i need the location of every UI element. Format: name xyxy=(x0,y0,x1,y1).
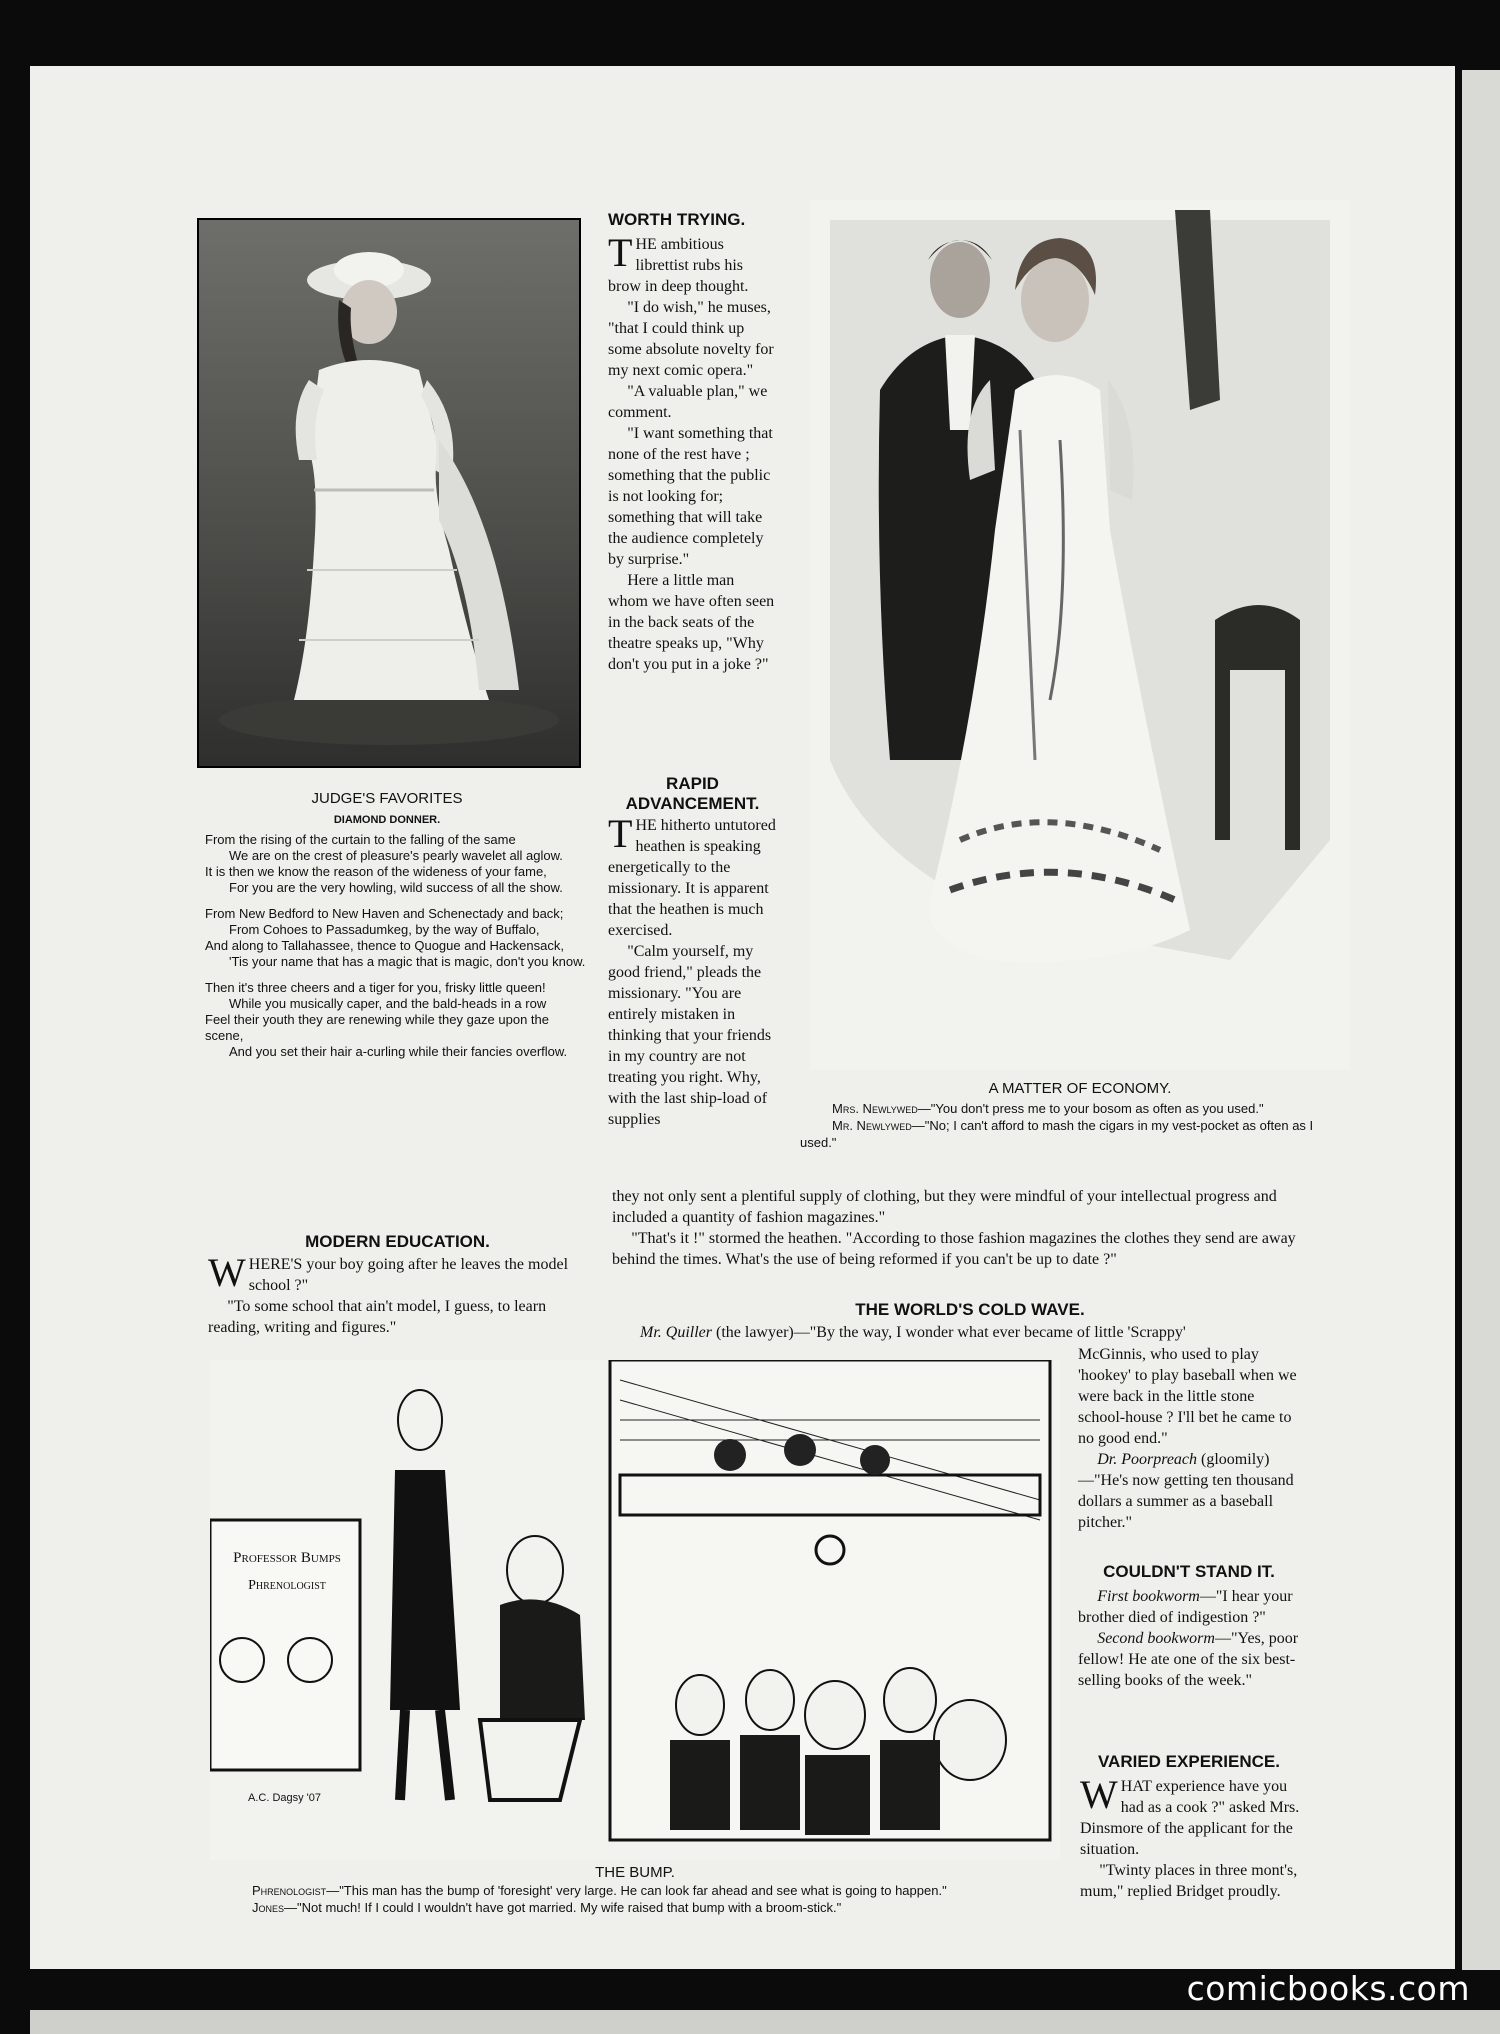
dropcap: T xyxy=(608,811,633,856)
rapid-advancement-continued xyxy=(612,1186,1330,1270)
page-bottom-edge xyxy=(30,2010,1500,2034)
watermark: comicbooks.com xyxy=(1186,1969,1470,2008)
speaker: Jones xyxy=(252,1900,285,1915)
poem xyxy=(205,832,590,1060)
judge-favorites-subtitle: DIAMOND DONNER. xyxy=(333,814,441,826)
modern-education-body xyxy=(208,1250,593,1338)
dialogue: (the lawyer)—"By the way, I wonder what ever became of little 'Scrappy' xyxy=(716,1324,1186,1341)
artist-signature: A.C. Dagsy '07 xyxy=(248,1792,322,1804)
couple-illustration xyxy=(810,200,1350,1070)
poem-line: While you musically caper, and the bald-heads in a row xyxy=(229,996,547,1011)
poem-line: 'Tis your name that has a magic that is magic, don't you know. xyxy=(229,954,586,969)
modern-education-title: MODERN EDUCATION. xyxy=(305,1232,490,1251)
rapid-advancement-body xyxy=(608,811,778,1130)
paragraph: "I do wish," he muses, "that I could think up some absolute novelty for my next comic opera." xyxy=(608,299,774,379)
dialogue: —"Not much! If I could I wouldn't have got married. My wife raised that bump with a broom-stick." xyxy=(284,1900,842,1915)
actress-photo xyxy=(197,218,581,768)
paragraph: "I want something that none of the rest have ; something that the public is not looking for; something that will take the audience completely by surprise." xyxy=(608,425,773,568)
paragraph: "Twinty places in three mont's, mum," replied Bridget proudly. xyxy=(1080,1862,1298,1900)
dialogue: "No; I can't afford to mash the cigars in my vest-pocket as often as I used." xyxy=(800,1118,1314,1150)
couldnt-stand-body xyxy=(1078,1586,1300,1691)
speaker: First bookworm xyxy=(1097,1588,1200,1605)
cold-wave-body xyxy=(1078,1344,1300,1533)
paragraph: "That's it !" stormed the heathen. "According to those fashion magazines the clothes they send are away behind the times. What's the use of being reformed if you can't be up to date ?" xyxy=(612,1230,1296,1268)
paragraph: HAT experience have you had as a cook ?" asked Mrs. Dinsmore of the applicant for the situation. xyxy=(1080,1778,1300,1858)
paragraph: "A valuable plan," we comment. xyxy=(608,383,768,421)
judge-favorites-title: JUDGE'S FAVORITES xyxy=(311,790,463,807)
speaker: Mr. Quiller xyxy=(640,1324,712,1341)
poem-line: Then it's three cheers and a tiger for you, frisky little queen! xyxy=(205,980,546,995)
next-page-edge xyxy=(1462,70,1500,1970)
economy-title: A MATTER OF ECONOMY. xyxy=(988,1080,1172,1097)
dropcap: T xyxy=(608,230,633,275)
dropcap: W xyxy=(1080,1772,1118,1817)
economy-caption: Mrs. Newlywed—"You don't press me to your bosom as often as you used." Mr. Newlywed—"No; I can't afford to mash the cigars in my vest-pocket as often as I used." xyxy=(800,1101,1314,1150)
speaker: Phrenologist xyxy=(252,1883,327,1898)
cold-wave-title: THE WORLD'S COLD WAVE. xyxy=(855,1300,1085,1319)
poem-line: From the rising of the curtain to the falling of the same xyxy=(205,832,516,847)
paragraph: "To some school that ain't model, I guess, to learn reading, writing and figures." xyxy=(208,1298,547,1336)
speaker: Dr. Poorpreach xyxy=(1097,1451,1198,1468)
paragraph: Here a little man whom we have often seen in the back seats of the theatre speaks up, "Why don't you put in a joke ?" xyxy=(608,572,775,673)
speaker: Second bookworm xyxy=(1097,1630,1215,1647)
poem-line: It is then we know the reason of the wideness of your fame, xyxy=(205,864,547,879)
dialogue: —"Yes, poor fellow! He ate one of the six best-selling books of the week." xyxy=(1078,1630,1299,1689)
bump-sign-line2: Phrenologist xyxy=(248,1578,326,1593)
varied-title: VARIED EXPERIENCE. xyxy=(1097,1752,1280,1771)
varied-body xyxy=(1080,1772,1300,1902)
dropcap: W xyxy=(208,1250,246,1295)
paragraph: "Calm yourself, my good friend," pleads the missionary. "You are entirely mistaken in thinking that your friends in my country are not treating you right. Why, with the last ship-load of supplies xyxy=(608,943,772,1128)
speaker: Mr. Newlywed xyxy=(832,1118,912,1133)
paragraph: McGinnis, who used to play 'hookey' to play baseball when we were back in the little stone school-house ? I'll bet he came to no good end." xyxy=(1078,1346,1297,1447)
poem-line: And along to Tallahassee, thence to Quogue and Hackensack, xyxy=(205,938,564,953)
speaker: Mrs. Newlywed xyxy=(832,1101,918,1116)
poem-line: For you are the very howling, wild success of all the show. xyxy=(229,880,563,895)
cold-wave-first-line xyxy=(640,1322,1355,1343)
paragraph: HE hitherto untutored heathen is speaking energetically to the missionary. It is apparent that the heathen is much exercised. xyxy=(608,817,776,939)
paragraph: HE ambitious librettist rubs his brow in deep thought. xyxy=(608,236,749,295)
poem-line: We are on the crest of pleasure's pearly wavelet all aglow. xyxy=(229,848,563,863)
poem-line: From New Bedford to New Haven and Schenectady and back; xyxy=(205,906,564,921)
poem-line: Feel their youth they are renewing while they gaze upon the scene, xyxy=(205,1012,549,1043)
bump-caption xyxy=(212,1882,1072,1916)
bump-cartoon xyxy=(210,1360,1060,1860)
bump-sign-line1: Professor Bumps xyxy=(233,1550,341,1566)
dialogue: (gloomily)—"He's now getting ten thousand dollars a summer as a baseball pitcher." xyxy=(1078,1451,1294,1531)
paragraph: they not only sent a plentiful supply of clothing, but they were mindful of your intellectual progress and included a quantity of fashion magazines." xyxy=(612,1188,1277,1226)
couldnt-stand-title: COULDN'T STAND IT. xyxy=(1103,1562,1275,1581)
paragraph: HERE'S your boy going after he leaves the model school ?" xyxy=(248,1256,569,1294)
dialogue: —"This man has the bump of 'foresight' very large. He can look far ahead and see what is going to happen." xyxy=(326,1883,947,1898)
rapid-advancement-title: RAPID ADVANCEMENT. xyxy=(625,774,760,813)
worth-trying-body xyxy=(608,230,778,675)
bump-title: THE BUMP. xyxy=(595,1864,675,1881)
dialogue: "You don't press me to your bosom as often as you used." xyxy=(930,1101,1264,1116)
poem-line: And you set their hair a-curling while their fancies overflow. xyxy=(229,1044,568,1059)
worth-trying-title: WORTH TRYING. xyxy=(608,210,746,229)
poem-line: From Cohoes to Passadumkeg, by the way of Buffalo, xyxy=(229,922,540,937)
dialogue: —"I hear your brother died of indigestion ?" xyxy=(1078,1588,1293,1626)
